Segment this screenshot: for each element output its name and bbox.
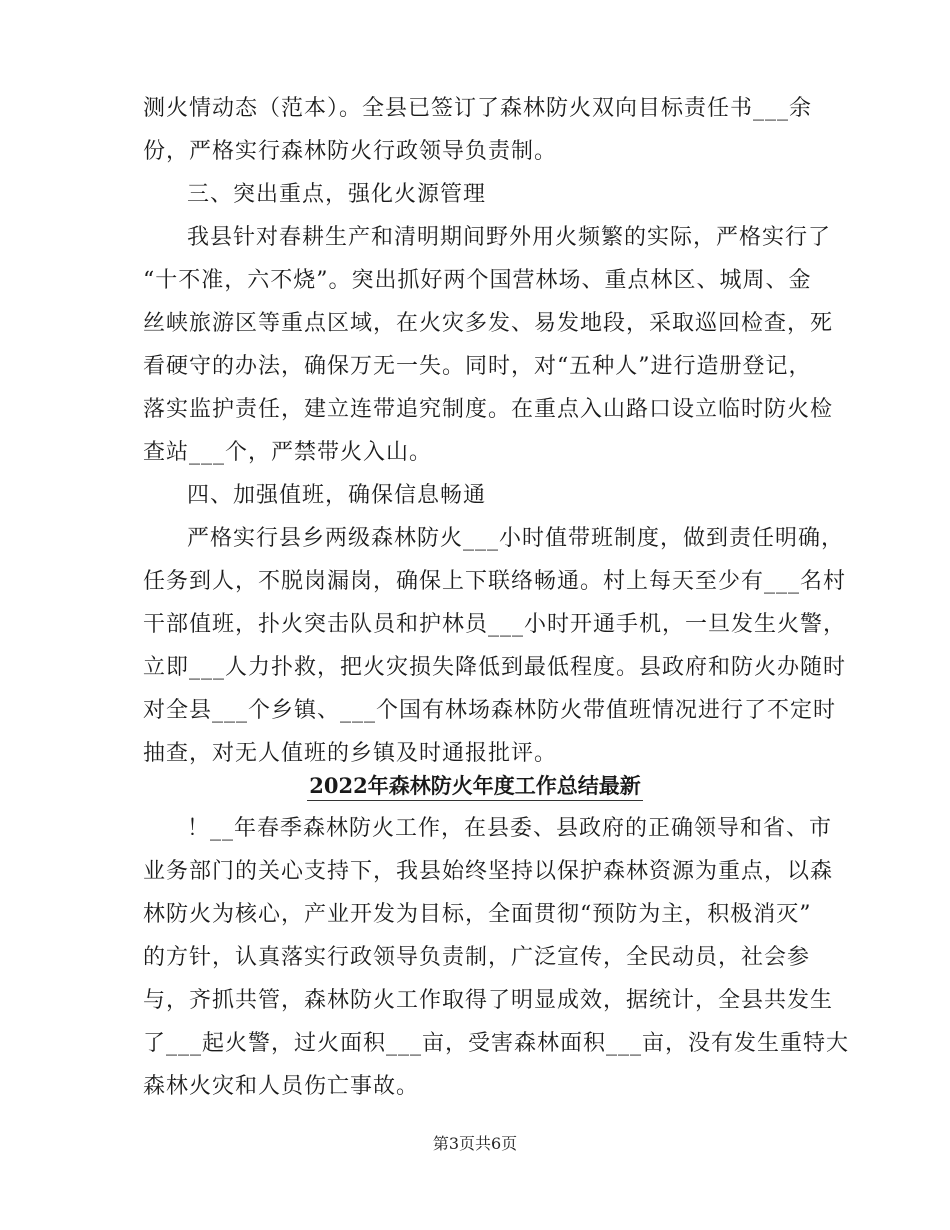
paragraph-line: 干部值班，扑火突击队员和护林员___小时开通手机，一旦发生火警，	[143, 612, 847, 637]
paragraph-line: 落实监护责任，建立连带追究制度。在重点入山路口设立临时防火检	[143, 397, 834, 422]
section-heading-3: 三、突出重点，强化火源管理	[187, 182, 487, 207]
paragraph-line: 我县针对春耕生产和清明期间野外用火频繁的实际，严格实行了	[187, 225, 832, 250]
paragraph-line: 任务到人，不脱岗漏岗，确保上下联络畅通。村上每天至少有___名村	[143, 569, 847, 594]
paragraph-line: 森林火灾和人员伤亡事故。	[143, 1074, 420, 1099]
page-number-footer: 第3页共6页	[432, 1134, 518, 1153]
paragraph-line: 立即___人力扑救，把火灾损失降低到最低程度。县政府和防火办随时	[143, 655, 847, 680]
document-title	[0, 771, 950, 801]
paragraph-line: ！__年春季森林防火工作，在县委、县政府的正确领导和省、市	[187, 816, 833, 841]
paragraph-line: 了___起火警，过火面积___亩，受害森林面积___亩，没有发生重特大	[143, 1031, 850, 1056]
paragraph-line: 与，齐抓共管，森林防火工作取得了明显成效，据统计，全县共发生	[143, 988, 834, 1013]
paragraph-line: 查站___个，严禁带火入山。	[143, 440, 433, 465]
paragraph-line: 份，严格实行森林防火行政领导负责制。	[143, 139, 558, 164]
paragraph-line: 的方针，认真落实行政领导负责制，广泛宣传，全民动员，社会参	[143, 945, 811, 970]
paragraph-line: 对全县___个乡镇、___个国有林场森林防火带值班情况进行了不定时	[143, 698, 837, 723]
paragraph-line: 严格实行县乡两级森林防火___小时值带班制度，做到责任明确，	[187, 526, 845, 551]
paragraph-line: “十不准，六不烧”。突出抓好两个国营林场、重点林区、城周、金	[143, 268, 812, 293]
paragraph-line: 测火情动态（范本）。全县已签订了森林防火双向目标责任书___余	[143, 96, 813, 121]
paragraph-line: 丝峡旅游区等重点区域，在火灾多发、易发地段，采取巡回检查，死	[143, 311, 834, 336]
paragraph-line: 林防火为核心，产业开发为目标，全面贯彻“预防为主，积极消灭”	[143, 902, 812, 927]
paragraph-line: 业务部门的关心支持下，我县始终坚持以保护森林资源为重点，以森	[143, 859, 834, 884]
section-heading-4: 四、加强值班，确保信息畅通	[187, 483, 487, 508]
document-title-text: 2022年森林防火年度工作总结最新	[307, 773, 642, 801]
paragraph-line: 看硬守的办法，确保万无一失。同时，对“五种人”进行造册登记，	[143, 354, 812, 379]
paragraph-line: 抽查，对无人值班的乡镇及时通报批评。	[143, 741, 558, 766]
